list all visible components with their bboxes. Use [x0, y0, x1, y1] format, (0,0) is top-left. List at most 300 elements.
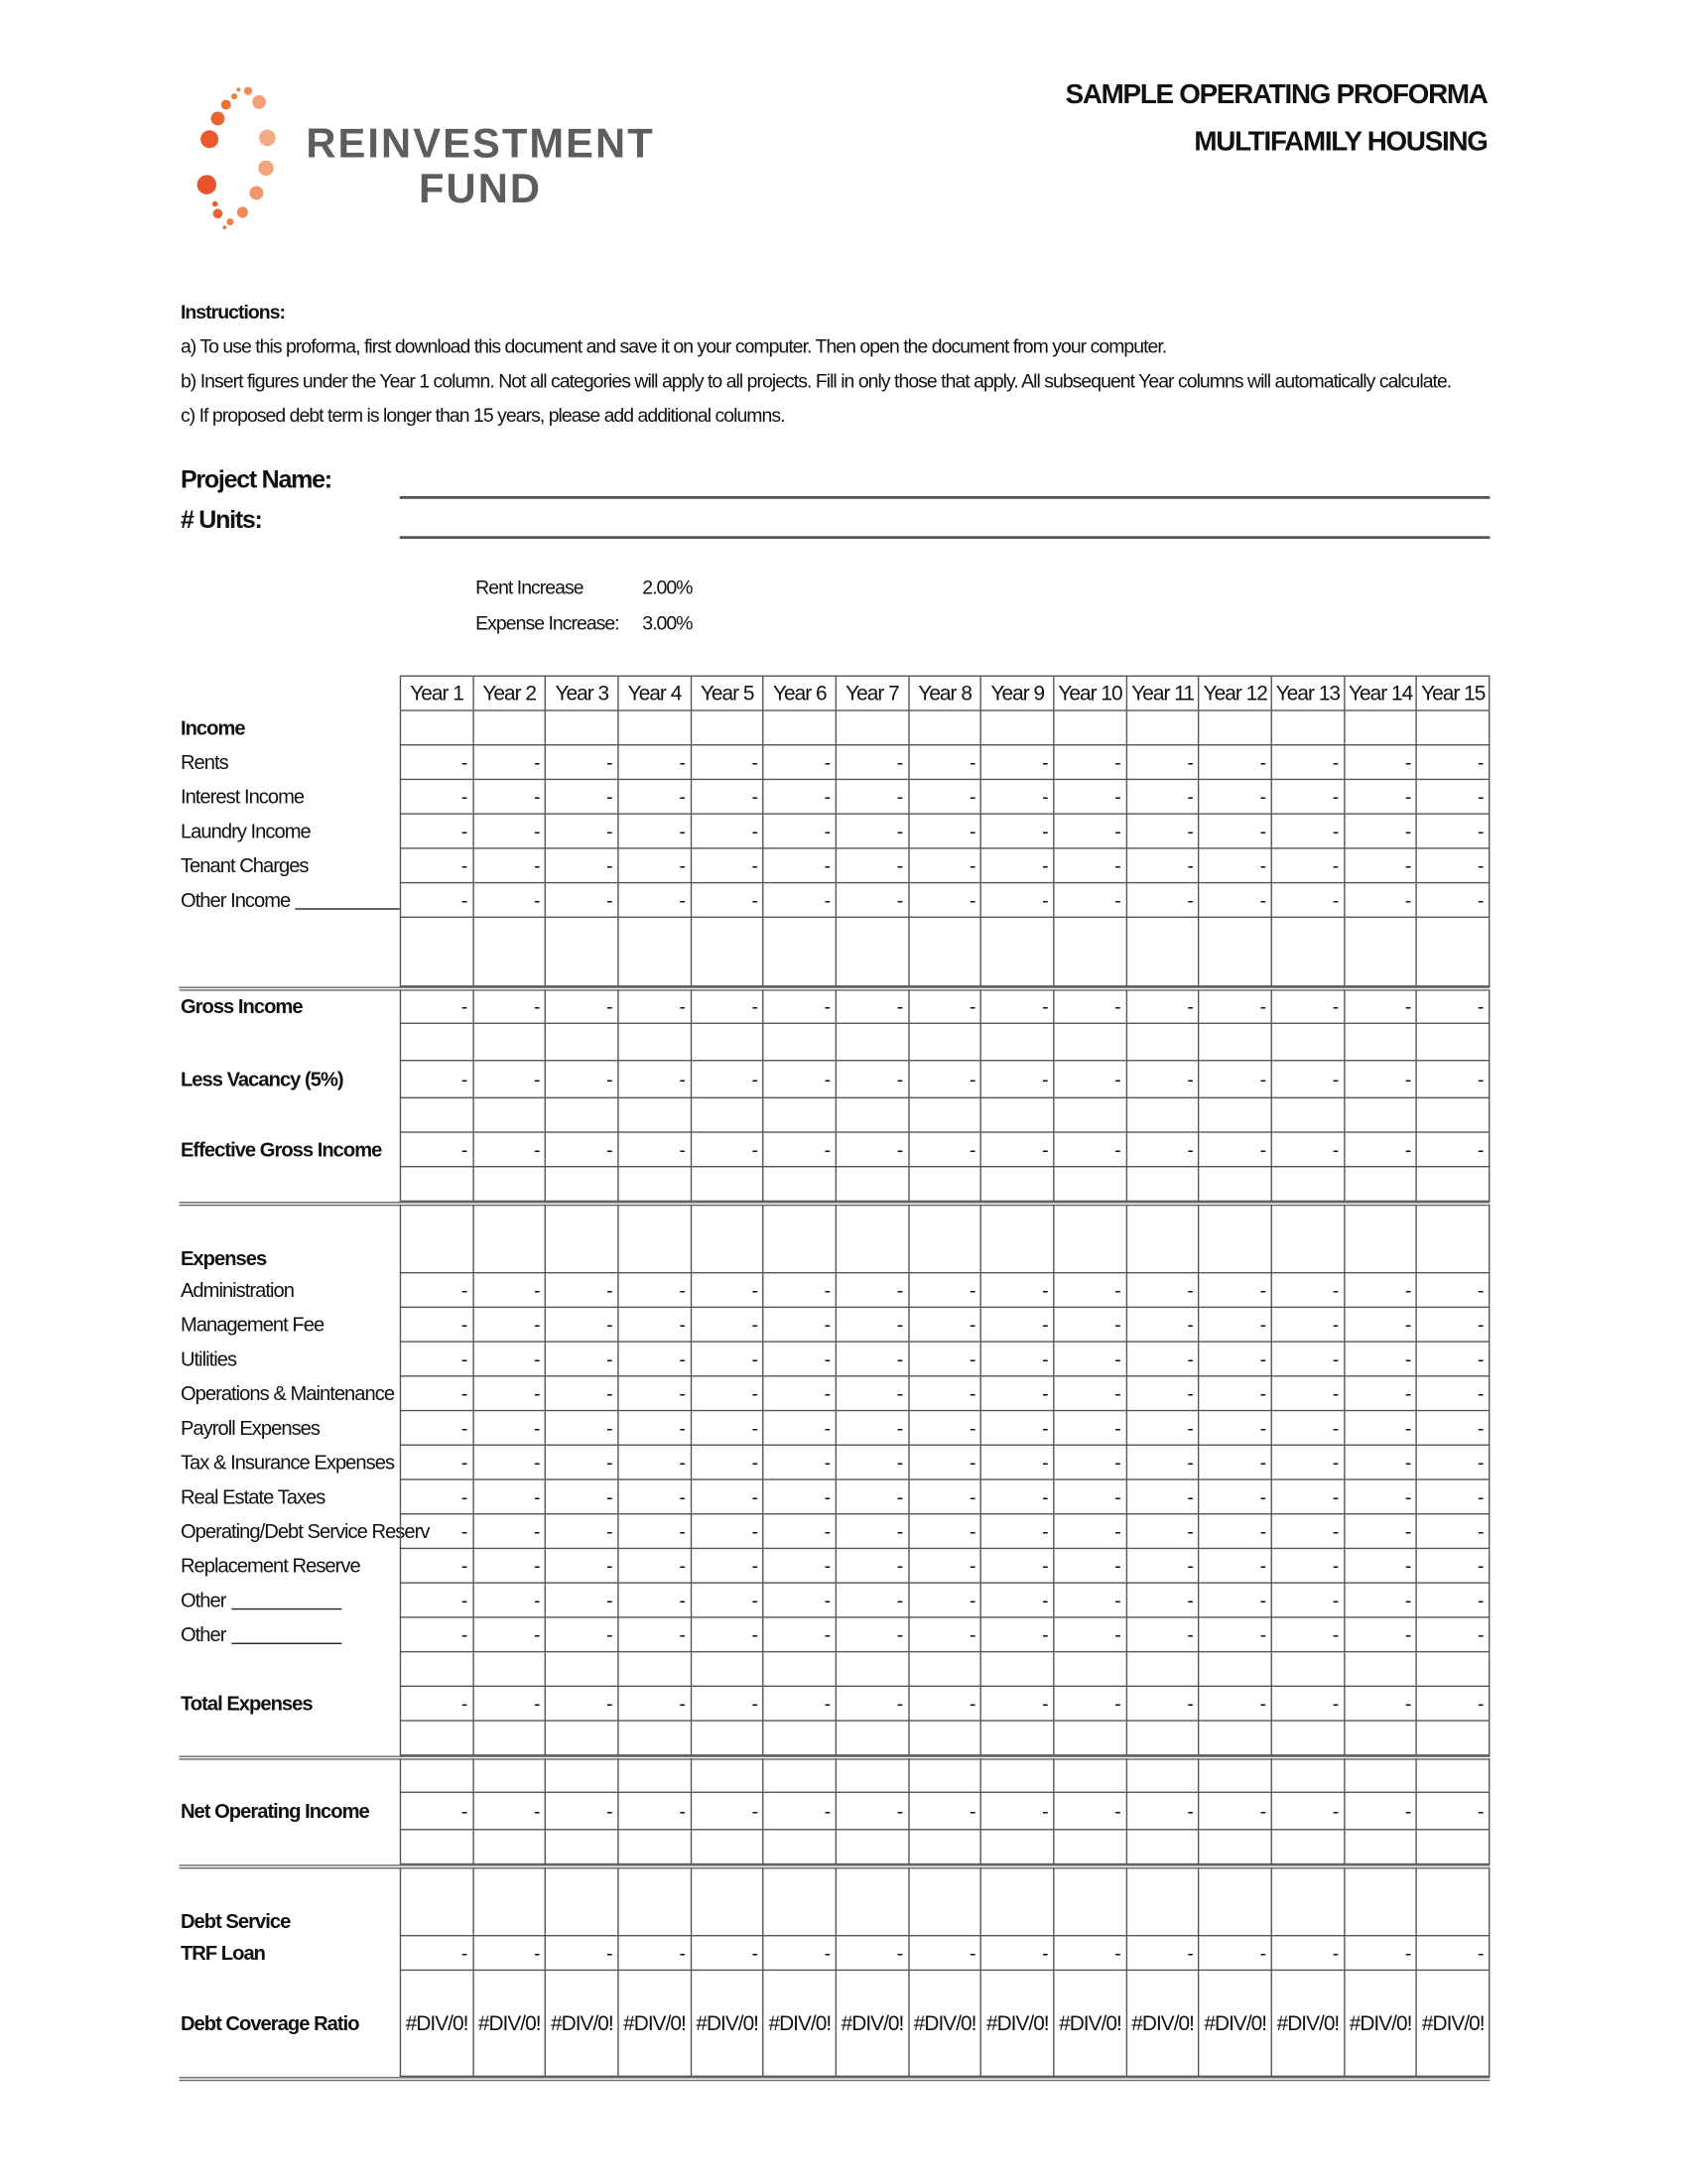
table-cell[interactable]: - — [1055, 1308, 1127, 1343]
table-cell[interactable]: - — [473, 1549, 546, 1584]
table-cell[interactable]: - — [1200, 1549, 1272, 1584]
table-cell[interactable]: - — [1272, 1411, 1345, 1446]
table-cell[interactable]: - — [1055, 1446, 1127, 1480]
table-cell[interactable]: - — [692, 1273, 764, 1308]
table-cell[interactable]: - — [764, 1793, 837, 1831]
table-cell[interactable]: #DIV/0! — [692, 1971, 764, 2077]
table-cell[interactable]: - — [1345, 1061, 1417, 1098]
table-cell[interactable]: - — [1127, 1480, 1200, 1515]
table-cell[interactable]: - — [1127, 1273, 1200, 1308]
table-cell[interactable]: - — [1345, 1446, 1417, 1480]
table-cell[interactable]: - — [546, 1133, 618, 1168]
table-cell[interactable]: - — [1200, 1936, 1272, 1971]
table-cell[interactable]: - — [400, 780, 474, 815]
table-cell[interactable]: - — [1127, 1549, 1200, 1584]
table-cell[interactable]: - — [473, 1061, 546, 1098]
table-cell[interactable]: - — [619, 1133, 692, 1168]
table-cell[interactable]: - — [473, 1584, 546, 1618]
table-cell[interactable]: - — [1272, 989, 1345, 1024]
table-cell[interactable]: - — [1055, 1377, 1127, 1412]
table-cell[interactable]: - — [909, 1793, 981, 1831]
table-cell[interactable]: - — [546, 1793, 618, 1831]
table-cell[interactable]: #DIV/0! — [1417, 1971, 1490, 2077]
table-cell[interactable]: - — [1272, 780, 1345, 815]
table-cell[interactable]: - — [1127, 1061, 1200, 1098]
table-cell[interactable]: - — [1417, 780, 1490, 815]
table-cell[interactable]: - — [1417, 1377, 1490, 1412]
table-cell[interactable]: - — [692, 1936, 764, 1971]
table-cell[interactable]: - — [909, 780, 981, 815]
fill-in-blank[interactable] — [296, 892, 400, 910]
table-cell[interactable]: - — [1272, 1584, 1345, 1618]
table-cell[interactable]: - — [764, 1549, 837, 1584]
table-cell[interactable]: - — [764, 1687, 837, 1722]
table-cell[interactable]: - — [1345, 883, 1417, 918]
table-cell[interactable]: - — [981, 1377, 1054, 1412]
table-cell[interactable]: - — [1200, 1687, 1272, 1722]
table-cell[interactable]: - — [1200, 1793, 1272, 1831]
table-cell[interactable]: - — [546, 1549, 618, 1584]
table-cell[interactable]: - — [692, 1446, 764, 1480]
table-cell[interactable]: - — [764, 1411, 837, 1446]
table-cell[interactable]: - — [1127, 815, 1200, 849]
table-cell[interactable]: - — [400, 1793, 474, 1831]
table-cell[interactable]: - — [619, 745, 692, 780]
table-cell[interactable]: - — [619, 989, 692, 1024]
table-cell[interactable]: - — [473, 1308, 546, 1343]
table-cell[interactable]: - — [764, 1273, 837, 1308]
table-cell[interactable]: - — [1200, 1273, 1272, 1308]
table-cell[interactable]: - — [619, 1343, 692, 1377]
table-cell[interactable]: - — [473, 883, 546, 918]
table-cell[interactable]: - — [981, 1273, 1054, 1308]
table-cell[interactable]: - — [546, 1377, 618, 1412]
table-cell[interactable]: - — [546, 1308, 618, 1343]
table-cell[interactable]: - — [909, 1133, 981, 1168]
table-cell[interactable]: - — [1345, 849, 1417, 884]
table-cell[interactable]: - — [1200, 780, 1272, 815]
table-cell[interactable]: - — [764, 1446, 837, 1480]
table-cell[interactable]: - — [473, 1377, 546, 1412]
table-cell[interactable]: - — [1345, 1480, 1417, 1515]
table-cell[interactable]: - — [400, 1584, 474, 1618]
table-cell[interactable]: - — [764, 1377, 837, 1412]
table-cell[interactable]: - — [400, 883, 474, 918]
table-cell[interactable]: - — [1127, 1377, 1200, 1412]
table-cell[interactable]: #DIV/0! — [981, 1971, 1054, 2077]
table-cell[interactable]: - — [837, 745, 909, 780]
table-cell[interactable]: - — [692, 883, 764, 918]
table-cell[interactable]: - — [1127, 883, 1200, 918]
table-cell[interactable]: - — [1417, 883, 1490, 918]
table-cell[interactable]: - — [1417, 745, 1490, 780]
table-cell[interactable]: - — [1055, 780, 1127, 815]
table-cell[interactable]: - — [909, 745, 981, 780]
table-cell[interactable]: - — [1055, 883, 1127, 918]
table-cell[interactable]: - — [1345, 780, 1417, 815]
table-cell[interactable]: - — [1200, 1377, 1272, 1412]
table-cell[interactable]: - — [1055, 1549, 1127, 1584]
table-cell[interactable]: - — [1055, 1618, 1127, 1653]
table-cell[interactable]: #DIV/0! — [1272, 1971, 1345, 2077]
project-name-field[interactable] — [400, 496, 1491, 499]
table-cell[interactable]: - — [981, 1793, 1054, 1831]
table-cell[interactable]: - — [837, 1549, 909, 1584]
table-cell[interactable]: - — [764, 780, 837, 815]
table-cell[interactable]: - — [1055, 745, 1127, 780]
table-cell[interactable]: - — [619, 815, 692, 849]
table-cell[interactable]: - — [1272, 1480, 1345, 1515]
table-cell[interactable]: - — [1272, 815, 1345, 849]
table-cell[interactable]: #DIV/0! — [619, 1971, 692, 2077]
table-cell[interactable]: - — [400, 1480, 474, 1515]
table-cell[interactable]: - — [619, 1793, 692, 1831]
table-cell[interactable]: - — [400, 1273, 474, 1308]
table-cell[interactable]: - — [1055, 1480, 1127, 1515]
table-cell[interactable]: - — [473, 1411, 546, 1446]
table-cell[interactable]: - — [837, 1618, 909, 1653]
table-cell[interactable]: - — [764, 1618, 837, 1653]
table-cell[interactable]: - — [1272, 1343, 1345, 1377]
table-cell[interactable]: - — [1345, 1936, 1417, 1971]
table-cell[interactable]: - — [981, 1411, 1054, 1446]
table-cell[interactable]: - — [1272, 1273, 1345, 1308]
table-cell[interactable]: - — [1417, 1687, 1490, 1722]
table-cell[interactable]: - — [1055, 1411, 1127, 1446]
table-cell[interactable]: - — [473, 1514, 546, 1549]
table-cell[interactable]: - — [619, 1687, 692, 1722]
table-cell[interactable]: - — [546, 1343, 618, 1377]
table-cell[interactable]: - — [400, 1411, 474, 1446]
table-cell[interactable]: - — [981, 815, 1054, 849]
table-cell[interactable]: - — [1127, 849, 1200, 884]
table-cell[interactable]: - — [1200, 1343, 1272, 1377]
table-cell[interactable]: - — [1272, 1687, 1345, 1722]
table-cell[interactable]: - — [1200, 745, 1272, 780]
table-cell[interactable]: - — [1345, 815, 1417, 849]
table-cell[interactable]: - — [619, 1377, 692, 1412]
table-cell[interactable]: - — [1200, 849, 1272, 884]
table-cell[interactable]: - — [692, 1549, 764, 1584]
table-cell[interactable]: - — [1127, 1308, 1200, 1343]
table-cell[interactable]: #DIV/0! — [1200, 1971, 1272, 2077]
table-cell[interactable]: - — [692, 1687, 764, 1722]
units-field[interactable] — [400, 536, 1491, 539]
table-cell[interactable]: - — [1272, 849, 1345, 884]
fill-in-blank[interactable] — [231, 1592, 341, 1609]
table-cell[interactable]: - — [692, 1061, 764, 1098]
table-cell[interactable]: - — [692, 1377, 764, 1412]
table-cell[interactable]: - — [1200, 1514, 1272, 1549]
table-cell[interactable]: - — [400, 815, 474, 849]
table-cell[interactable]: - — [1055, 815, 1127, 849]
table-cell[interactable]: - — [692, 1584, 764, 1618]
table-cell[interactable]: - — [400, 1446, 474, 1480]
expense-increase-value[interactable]: 3.00% — [642, 611, 693, 634]
table-cell[interactable]: - — [1345, 1549, 1417, 1584]
table-cell[interactable]: - — [1272, 1793, 1345, 1831]
table-cell[interactable]: - — [909, 1273, 981, 1308]
table-cell[interactable]: - — [1272, 1549, 1345, 1584]
table-cell[interactable]: - — [909, 1446, 981, 1480]
table-cell[interactable]: - — [909, 989, 981, 1024]
table-cell[interactable]: - — [837, 1687, 909, 1722]
table-cell[interactable]: - — [400, 1377, 474, 1412]
table-cell[interactable]: - — [692, 1618, 764, 1653]
table-cell[interactable]: - — [692, 1514, 764, 1549]
table-cell[interactable]: - — [981, 883, 1054, 918]
table-cell[interactable]: #DIV/0! — [1345, 1971, 1417, 2077]
table-cell[interactable]: - — [981, 989, 1054, 1024]
table-cell[interactable]: - — [837, 1514, 909, 1549]
table-cell[interactable]: - — [1200, 1480, 1272, 1515]
table-cell[interactable]: - — [400, 989, 474, 1024]
table-cell[interactable]: - — [1200, 1618, 1272, 1653]
table-cell[interactable]: - — [1345, 989, 1417, 1024]
table-cell[interactable]: - — [764, 883, 837, 918]
table-cell[interactable]: #DIV/0! — [837, 1971, 909, 2077]
table-cell[interactable]: - — [1345, 1411, 1417, 1446]
table-cell[interactable]: - — [619, 1584, 692, 1618]
table-cell[interactable]: - — [400, 1687, 474, 1722]
table-cell[interactable]: - — [1127, 1343, 1200, 1377]
table-cell[interactable]: #DIV/0! — [1127, 1971, 1200, 2077]
table-cell[interactable]: - — [909, 1480, 981, 1515]
table-cell[interactable]: - — [764, 1514, 837, 1549]
table-cell[interactable]: - — [473, 1343, 546, 1377]
table-cell[interactable]: - — [909, 1936, 981, 1971]
table-cell[interactable]: #DIV/0! — [909, 1971, 981, 2077]
table-cell[interactable]: - — [546, 1584, 618, 1618]
table-cell[interactable]: - — [1417, 1273, 1490, 1308]
table-cell[interactable]: - — [1272, 1133, 1345, 1168]
table-cell[interactable]: - — [473, 1273, 546, 1308]
table-cell[interactable]: - — [1127, 1514, 1200, 1549]
table-cell[interactable]: - — [1127, 1618, 1200, 1653]
table-cell[interactable]: - — [837, 815, 909, 849]
table-cell[interactable]: - — [981, 1514, 1054, 1549]
table-cell[interactable]: - — [1127, 780, 1200, 815]
table-cell[interactable]: - — [909, 1061, 981, 1098]
table-cell[interactable]: - — [981, 745, 1054, 780]
table-cell[interactable]: - — [1417, 989, 1490, 1024]
table-cell[interactable]: - — [1200, 1061, 1272, 1098]
table-cell[interactable]: - — [1417, 1480, 1490, 1515]
table-cell[interactable]: - — [546, 883, 618, 918]
table-cell[interactable]: - — [692, 1411, 764, 1446]
table-cell[interactable]: - — [837, 1446, 909, 1480]
table-cell[interactable]: - — [1345, 1273, 1417, 1308]
table-cell[interactable]: - — [692, 1343, 764, 1377]
table-cell[interactable]: - — [981, 1480, 1054, 1515]
table-cell[interactable]: - — [1345, 1687, 1417, 1722]
table-cell[interactable]: - — [619, 883, 692, 918]
table-cell[interactable]: - — [1417, 1061, 1490, 1098]
table-cell[interactable]: - — [1272, 1377, 1345, 1412]
table-cell[interactable]: - — [1272, 1308, 1345, 1343]
table-cell[interactable]: - — [1345, 1514, 1417, 1549]
table-cell[interactable]: - — [1417, 1549, 1490, 1584]
table-cell[interactable]: - — [909, 1411, 981, 1446]
table-cell[interactable]: - — [692, 815, 764, 849]
table-cell[interactable]: - — [1127, 1584, 1200, 1618]
table-cell[interactable]: - — [400, 1618, 474, 1653]
table-cell[interactable]: - — [1345, 1377, 1417, 1412]
table-cell[interactable]: - — [1345, 745, 1417, 780]
table-cell[interactable]: - — [692, 780, 764, 815]
table-cell[interactable]: - — [1272, 745, 1345, 780]
table-cell[interactable]: - — [1127, 1446, 1200, 1480]
table-cell[interactable]: - — [400, 1936, 474, 1971]
table-cell[interactable]: - — [546, 1480, 618, 1515]
table-cell[interactable]: - — [1055, 1584, 1127, 1618]
table-cell[interactable]: - — [1200, 989, 1272, 1024]
table-cell[interactable]: - — [1200, 1411, 1272, 1446]
table-cell[interactable]: - — [1200, 1133, 1272, 1168]
table-cell[interactable]: - — [764, 1936, 837, 1971]
table-cell[interactable]: - — [692, 1480, 764, 1515]
table-cell[interactable]: - — [981, 1343, 1054, 1377]
table-cell[interactable]: - — [1200, 815, 1272, 849]
rent-increase-value[interactable]: 2.00% — [642, 576, 693, 598]
fill-in-blank[interactable] — [231, 1626, 341, 1644]
table-cell[interactable]: - — [764, 815, 837, 849]
table-cell[interactable]: - — [473, 989, 546, 1024]
table-cell[interactable]: - — [546, 1618, 618, 1653]
table-cell[interactable]: - — [1417, 1133, 1490, 1168]
table-cell[interactable]: - — [1127, 1687, 1200, 1722]
table-cell[interactable]: - — [837, 780, 909, 815]
table-cell[interactable]: - — [1417, 1411, 1490, 1446]
table-cell[interactable]: - — [1345, 1308, 1417, 1343]
table-cell[interactable]: - — [1055, 1133, 1127, 1168]
table-cell[interactable]: - — [400, 1514, 474, 1549]
table-cell[interactable]: - — [1200, 883, 1272, 918]
table-cell[interactable]: - — [837, 1584, 909, 1618]
table-cell[interactable]: - — [619, 1061, 692, 1098]
table-cell[interactable]: - — [473, 1133, 546, 1168]
table-cell[interactable]: - — [837, 989, 909, 1024]
table-cell[interactable]: - — [546, 1936, 618, 1971]
table-cell[interactable]: - — [473, 1793, 546, 1831]
table-cell[interactable]: - — [1417, 1618, 1490, 1653]
table-cell[interactable]: - — [909, 1549, 981, 1584]
table-cell[interactable]: - — [909, 1584, 981, 1618]
table-cell[interactable]: - — [909, 883, 981, 918]
table-cell[interactable]: - — [692, 989, 764, 1024]
table-cell[interactable]: - — [837, 883, 909, 918]
table-cell[interactable]: - — [981, 1446, 1054, 1480]
table-cell[interactable]: - — [1055, 1936, 1127, 1971]
table-cell[interactable]: - — [764, 745, 837, 780]
table-cell[interactable]: - — [473, 745, 546, 780]
table-cell[interactable]: - — [619, 1411, 692, 1446]
table-cell[interactable]: - — [981, 780, 1054, 815]
table-cell[interactable]: - — [473, 1618, 546, 1653]
table-cell[interactable]: - — [837, 1133, 909, 1168]
table-cell[interactable]: - — [837, 1377, 909, 1412]
table-cell[interactable]: - — [619, 1273, 692, 1308]
table-cell[interactable]: - — [1417, 1936, 1490, 1971]
table-cell[interactable]: - — [1417, 1308, 1490, 1343]
table-cell[interactable]: - — [909, 1514, 981, 1549]
table-cell[interactable]: - — [981, 1549, 1054, 1584]
table-cell[interactable]: - — [400, 1133, 474, 1168]
table-cell[interactable]: - — [400, 849, 474, 884]
table-cell[interactable]: - — [619, 849, 692, 884]
table-cell[interactable]: - — [981, 1687, 1054, 1722]
table-cell[interactable]: - — [1127, 989, 1200, 1024]
table-cell[interactable]: - — [837, 1411, 909, 1446]
table-cell[interactable]: #DIV/0! — [546, 1971, 618, 2077]
table-cell[interactable]: - — [1345, 1133, 1417, 1168]
table-cell[interactable]: - — [1417, 849, 1490, 884]
table-cell[interactable]: - — [764, 1480, 837, 1515]
table-cell[interactable]: - — [546, 1411, 618, 1446]
table-cell[interactable]: - — [473, 849, 546, 884]
table-cell[interactable]: - — [1127, 1133, 1200, 1168]
table-cell[interactable]: #DIV/0! — [764, 1971, 837, 2077]
table-cell[interactable]: - — [692, 1133, 764, 1168]
table-cell[interactable]: - — [981, 1308, 1054, 1343]
table-cell[interactable]: - — [981, 1618, 1054, 1653]
table-cell[interactable]: - — [619, 1549, 692, 1584]
table-cell[interactable]: - — [837, 1936, 909, 1971]
table-cell[interactable]: - — [837, 849, 909, 884]
table-cell[interactable]: - — [546, 1061, 618, 1098]
table-cell[interactable]: - — [1200, 1446, 1272, 1480]
table-cell[interactable]: - — [909, 1343, 981, 1377]
table-cell[interactable]: - — [473, 1687, 546, 1722]
table-cell[interactable]: #DIV/0! — [473, 1971, 546, 2077]
table-cell[interactable]: - — [546, 1446, 618, 1480]
table-cell[interactable]: - — [619, 1936, 692, 1971]
table-cell[interactable]: - — [1055, 989, 1127, 1024]
table-cell[interactable]: - — [473, 1936, 546, 1971]
table-cell[interactable]: - — [1417, 1343, 1490, 1377]
table-cell[interactable]: - — [400, 745, 474, 780]
table-cell[interactable]: - — [619, 1308, 692, 1343]
table-cell[interactable]: - — [837, 1273, 909, 1308]
table-cell[interactable]: - — [473, 1480, 546, 1515]
table-cell[interactable]: - — [764, 1343, 837, 1377]
table-cell[interactable]: - — [1200, 1308, 1272, 1343]
table-cell[interactable]: - — [1345, 1343, 1417, 1377]
table-cell[interactable]: - — [909, 815, 981, 849]
table-cell[interactable]: - — [619, 1446, 692, 1480]
table-cell[interactable]: - — [619, 1514, 692, 1549]
table-cell[interactable]: - — [400, 1343, 474, 1377]
table-cell[interactable]: - — [837, 1061, 909, 1098]
table-cell[interactable]: - — [473, 780, 546, 815]
table-cell[interactable]: - — [1417, 1584, 1490, 1618]
table-cell[interactable]: - — [400, 1549, 474, 1584]
table-cell[interactable]: - — [400, 1061, 474, 1098]
table-cell[interactable]: - — [764, 989, 837, 1024]
table-cell[interactable]: - — [837, 1480, 909, 1515]
table-cell[interactable]: - — [1055, 849, 1127, 884]
table-cell[interactable]: - — [1127, 1936, 1200, 1971]
table-cell[interactable]: - — [546, 1687, 618, 1722]
table-cell[interactable]: - — [764, 1308, 837, 1343]
table-cell[interactable]: - — [546, 989, 618, 1024]
table-cell[interactable]: - — [1345, 1584, 1417, 1618]
table-cell[interactable]: - — [909, 1308, 981, 1343]
table-cell[interactable]: - — [1055, 1061, 1127, 1098]
table-cell[interactable]: - — [692, 1793, 764, 1831]
table-cell[interactable]: - — [1055, 1793, 1127, 1831]
table-cell[interactable]: - — [1127, 1411, 1200, 1446]
